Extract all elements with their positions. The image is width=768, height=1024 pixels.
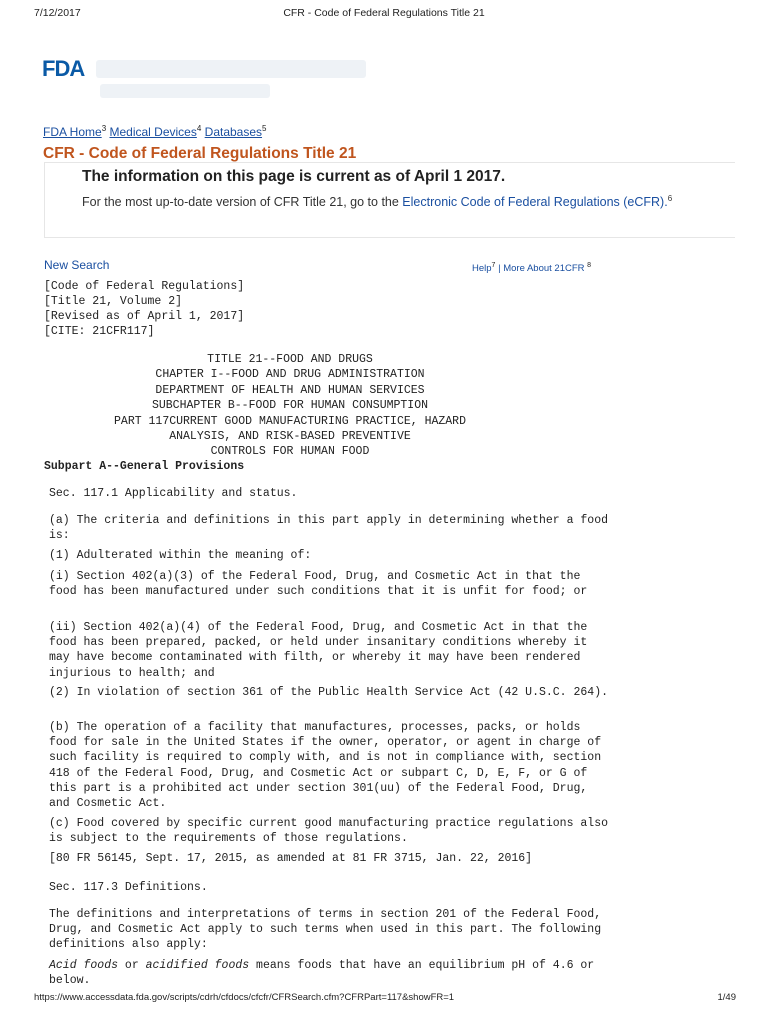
- cfr-line: [Code of Federal Regulations]: [44, 280, 245, 293]
- definitions-intro: The definitions and interpretations of terms in section 201 of the Federal Food, Drug, and Cosmetic Act apply to such terms when used in this part. The following definitions also apply:: [49, 908, 602, 952]
- page-title: CFR - Code of Federal Regulations Title 21: [43, 145, 357, 162]
- cfr-line: [Title 21, Volume 2]: [44, 295, 183, 308]
- definition-text: means foods that have an equilibrium pH of 4.6 or below.: [49, 959, 595, 988]
- cfr-line: [Revised as of April 1, 2017]: [44, 310, 245, 323]
- notice-body: [82, 190, 702, 211]
- notice-text: For the most up-to-date version of CFR Title 21, go to the: [82, 195, 403, 210]
- title-line: CHAPTER I--FOOD AND DRUG ADMINISTRATION: [155, 368, 425, 382]
- paragraph-a: (a) The criteria and definitions in this part apply in determining whether a food is:: [49, 514, 608, 543]
- title-line: CONTROLS FOR HUMAN FOOD: [210, 445, 370, 459]
- cfr-line: [CITE: 21CFR117]: [44, 325, 155, 338]
- title-line: ANALYSIS, AND RISK-BASED PREVENTIVE: [169, 430, 411, 444]
- title-line: TITLE 21--FOOD AND DRUGS: [207, 353, 373, 366]
- print-url: https://www.accessdata.fda.gov/scripts/cdrh/cfdocs/cfcfr/CFRSearch.cfm?CFRPart=117&showFR=1: [34, 992, 455, 1003]
- federal-register-citation: [80 FR 56145, Sept. 17, 2015, as amended at 81 FR 3715, Jan. 22, 2016]: [49, 852, 533, 865]
- title-line: DEPARTMENT OF HEALTH AND HUMAN SERVICES: [155, 383, 425, 397]
- paragraph-a1: (1) Adulterated within the meaning of:: [49, 549, 312, 562]
- section-heading-117-1: Sec. 117.1 Applicability and status.: [49, 487, 298, 500]
- title-line: PART 117CURRENT GOOD MANUFACTURING PRACTICE, HAZARD: [114, 414, 466, 428]
- breadcrumb-databases[interactable]: Databases: [204, 125, 263, 139]
- new-search-link[interactable]: New Search: [44, 258, 110, 272]
- currency-notice: [44, 162, 735, 238]
- more-about-link[interactable]: More About 21CFR: [503, 263, 585, 275]
- ecfr-ref: 6: [667, 194, 673, 203]
- fda-logo-icon: FDA: [42, 56, 85, 81]
- definition-acid-foods: [49, 958, 609, 988]
- ecfr-link[interactable]: Electronic Code of Federal Regulations (eCFR).: [402, 195, 668, 210]
- breadcrumb-ref: 4: [196, 124, 202, 133]
- print-doc-title: CFR - Code of Federal Regulations Title 21: [283, 7, 485, 19]
- paragraph-a2: (2) In violation of section 361 of the Public Health Service Act (42 U.S.C. 264).: [49, 686, 608, 699]
- breadcrumb-medical-devices[interactable]: Medical Devices: [109, 125, 197, 139]
- breadcrumb-ref: 5: [262, 124, 267, 133]
- help-link[interactable]: Help: [472, 263, 492, 275]
- print-header: [0, 0, 768, 28]
- page-number: 1/49: [717, 992, 736, 1003]
- paragraph-b: (b) The operation of a facility that manufactures, processes, packs, or holds food for sale in the United States if the owner, operator, or agent in charge of such facility is required to comply with, and is not in compliance with, section 418 of the Federal Food, Drug, and Cosmetic Act or subpart C, D, E, F, or G of this part is a prohibited act under section 301(uu) of the Federal Food, Drug, and Cosmetic Act.: [49, 721, 602, 811]
- more-ref: 8: [587, 262, 592, 269]
- fda-logo-area[interactable]: [42, 56, 84, 82]
- help-ref: 7: [491, 262, 496, 269]
- help-separator: |: [495, 263, 504, 275]
- logo-watermark: [96, 58, 396, 102]
- breadcrumb-fda-home[interactable]: FDA Home: [43, 125, 102, 139]
- help-links: [472, 262, 591, 274]
- section-heading-117-3: Sec. 117.3 Definitions.: [49, 881, 208, 894]
- defined-term: acidified foods: [145, 959, 250, 972]
- title-block: [100, 352, 480, 460]
- definition-text: or: [118, 959, 146, 972]
- paragraph-c: (c) Food covered by specific current good manufacturing practice regulations also is subject to the requirements of those regulations.: [49, 817, 608, 846]
- print-date: 7/12/2017: [34, 7, 81, 19]
- breadcrumb: [43, 124, 266, 139]
- cfr-citation-header: [44, 279, 244, 339]
- notice-heading: The information on this page is current as of April 1 2017.: [82, 168, 506, 185]
- paragraph-i: (i) Section 402(a)(3) of the Federal Food, Drug, and Cosmetic Act in that the food has been manufactured under such conditions that it is unfit for food; or: [49, 570, 588, 599]
- breadcrumb-ref: 3: [101, 124, 107, 133]
- print-footer: [0, 992, 768, 1022]
- subpart-heading: Subpart A--General Provisions: [44, 460, 245, 473]
- title-line: SUBCHAPTER B--FOOD FOR HUMAN CONSUMPTION: [151, 399, 429, 413]
- paragraph-ii: (ii) Section 402(a)(4) of the Federal Food, Drug, and Cosmetic Act in that the food has been prepared, packed, or held under insanitary conditions whereby it may have become contaminated with filth, or whereby it may have been rendered injurious to health; and: [49, 621, 588, 680]
- defined-term: Acid foods: [49, 959, 119, 972]
